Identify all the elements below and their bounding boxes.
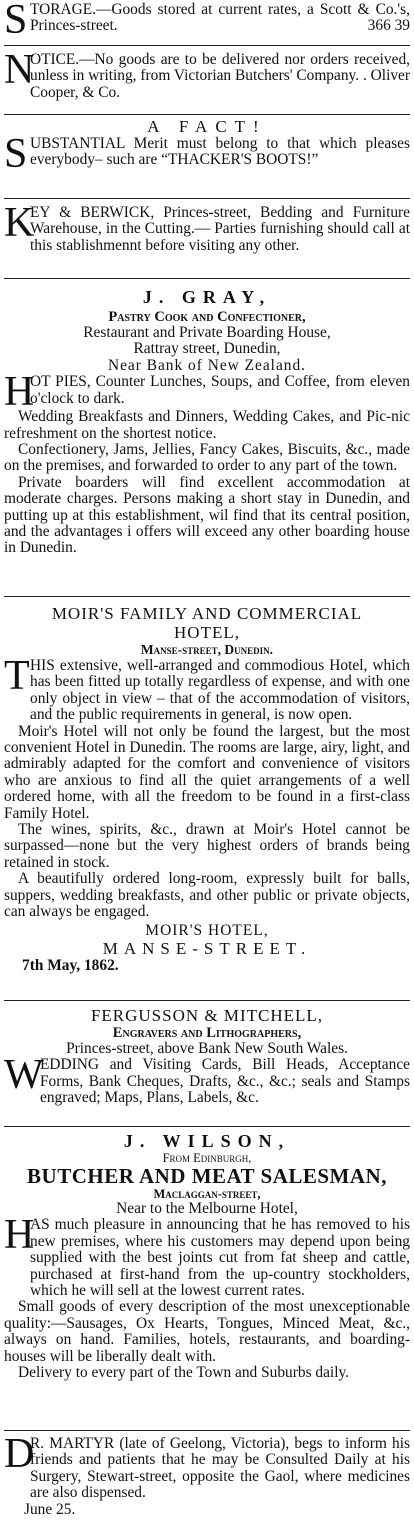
martyr-date: June 25. — [24, 1500, 76, 1518]
wilson-p3: Delivery to every part of the Town and Suburbs daily. — [18, 1364, 350, 1382]
wilson-body-wrap — [4, 1212, 410, 1300]
martyr-advert — [4, 1436, 410, 1518]
wilson-p1: AS much pleasure in announcing that he has removed to his new premises, where his customers may depend upon being supplied with the best joints cut from fat sheep and cattle, purchased at first-hand from the up-country stockholders, which he will sell at the lowest current rates. — [30, 1216, 410, 1300]
gray-body-wrap — [4, 369, 410, 416]
moir-p4: A beautifully ordered long-room, expressly built for balls, suppers, wedding breakfasts, and other public or private objects, can always be engaged. — [4, 870, 410, 921]
fergusson-advert — [4, 1006, 410, 1107]
drop-cap: W — [4, 1052, 44, 1099]
gray-line4: Near Bank of New Zealand. — [107, 356, 307, 374]
fergusson-text: EDDING and Visiting Cards, Bill Heads, Acceptance Forms, Bank Cheques, Drafts, &c., &c.; seals and Stamps engraved; Maps, Plans, Labels, &c. — [40, 1056, 410, 1107]
notice-body-wrap — [4, 52, 410, 101]
gray-line2: Restaurant and Private Boarding House, — [83, 324, 331, 341]
drop-cap: S — [4, 131, 28, 171]
wilson-advert — [4, 1131, 410, 1381]
drop-cap: D — [4, 1436, 35, 1477]
storage-advert — [4, 2, 410, 37]
fact-heading: A FACT! — [147, 118, 267, 136]
fergusson-trade: Engravers and Lithographers, — [112, 1025, 302, 1041]
drop-cap: H — [4, 369, 35, 416]
key-berwick-advert — [4, 205, 410, 254]
storage-number: 366 39 — [367, 17, 410, 35]
divider — [4, 198, 410, 199]
fact-text: UBSTANTIAL Merit must belong to that which pleases everybody– such are “THACKER'S BOOTS!” — [30, 135, 410, 169]
divider — [4, 1126, 410, 1127]
fergusson-title: FERGUSSON & MITCHELL, — [90, 1006, 324, 1025]
fergusson-address: Princes-street, above Bank New South Wales. — [66, 1040, 348, 1057]
wilson-from: From Edinburgh, — [162, 1151, 252, 1165]
divider — [4, 1000, 410, 1001]
moir-address: Manse-street, Dunedin. — [140, 642, 274, 657]
moir-date: 7th May, 1862. — [22, 956, 119, 974]
gray-p4: Private boarders will find excellent accommodation at moderate charges. Persons making a short stay in Dunedin, and putting up at this establishment, wil find that its central position, and the advantages i offers will exceed any other boarding house in Dunedin. — [4, 473, 410, 557]
gray-advert — [4, 287, 410, 557]
moir-p3: The wines, spirits, &c., drawn at Moir's Hotel cannot be surpassed—none but the very highest orders of brands being retained in stock. — [4, 821, 410, 871]
moir-title: MOIR'S FAMILY AND COMMERCIAL — [51, 604, 363, 623]
wilson-near: Near to the Melbourne Hotel, — [116, 1200, 298, 1217]
drop-cap: T — [4, 653, 30, 699]
moir-title-2: HOTEL, — [174, 623, 240, 642]
drop-cap: S — [4, 2, 28, 37]
gray-p3: Confectionery, Jams, Jellies, Fancy Cakes, Biscuits, &c., made on the premises, and forwarded to order to any part of the town. — [4, 441, 410, 475]
notice-advert — [4, 52, 410, 101]
storage-body — [30, 2, 410, 35]
moir-p1: HIS extensive, well-arranged and commodious Hotel, which has been fitted up totally regardless of expense, and with one only object in view – that of the accommodation of visitors, and the public requirements in general, is now open. — [30, 657, 410, 724]
gray-p2: Wedding Breakfasts and Dinners, Wedding Cakes, and Pic-nic refreshment on the shortest notice. — [4, 408, 410, 442]
martyr-body-wrap — [4, 1436, 410, 1502]
notice-text: OTICE.—No goods are to be delivered nor orders received, unless in writing, from Victorian Butchers' Company. . Oliver Cooper, & Co. — [30, 52, 410, 101]
moir-p2: Moir's Hotel will not only be found the largest, but the most convenient Hotel in Dunedin. The rooms are large, airy, light, and admirably adapted for the comfort and convenience of visitors who are anxious to find all the quiet arrangements of a well ordered home, with all the freedom to be found in a first-class Family Hotel. — [4, 722, 410, 822]
storage-first-line — [4, 2, 410, 37]
divider — [4, 278, 410, 279]
storage-text: TORAGE.—Goods stored at current rates, a Scott & Co.'s, Princes-street. — [30, 2, 410, 35]
wilson-street: Maclaggan-street, — [153, 1187, 261, 1201]
key-text: EY & BERWICK, Princes-street, Bedding and Furniture Warehouse, in the Cutting.— Parties furnishing should call at this stablishmennt before visiting any other. — [30, 205, 410, 254]
drop-cap: H — [4, 1212, 35, 1259]
fact-body-wrap — [4, 131, 410, 171]
gray-name: J. GRAY, — [142, 287, 272, 307]
wilson-name: J. WILSON, — [123, 1131, 291, 1151]
drop-cap: N — [4, 52, 35, 93]
moir-body-wrap — [4, 653, 410, 724]
wilson-p2: Small goods of every description of the most unexceptionable quality:—Sausages, Ox Hearts, Tongues, Minced Meat, &c., always on hand. Families, hotels, restaurants, and boarding-houses will be liberally dealt with. — [4, 1298, 410, 1365]
divider — [4, 45, 410, 46]
martyr-text: R. MARTYR (late of Geelong, Victoria), begs to inform his friends and patients that he may be Consulted Daily at his Surgery, Stewart-street, opposite the Gaol, where medicines are also dispensed. — [30, 1436, 410, 1502]
moir-signature-street: MANSE-STREET. — [102, 938, 312, 958]
divider — [4, 596, 410, 597]
divider — [4, 1430, 410, 1431]
gray-line3: Rattray street, Dunedin, — [133, 340, 281, 358]
fact-advert — [4, 118, 410, 171]
gray-trade: Pastry Cook and Confectioner, — [108, 309, 306, 325]
moir-advert — [4, 604, 410, 974]
divider — [4, 114, 410, 115]
moir-signature: MOIR'S HOTEL, — [145, 921, 269, 939]
fergusson-body-wrap — [4, 1052, 410, 1107]
gray-p1: OT PIES, Counter Lunches, Soups, and Coffee, from eleven o'clock to dark. — [30, 373, 410, 407]
key-body-wrap — [4, 205, 410, 254]
wilson-trade: BUTCHER AND MEAT SALESMAN, — [27, 1164, 387, 1188]
drop-cap: K — [4, 205, 35, 246]
